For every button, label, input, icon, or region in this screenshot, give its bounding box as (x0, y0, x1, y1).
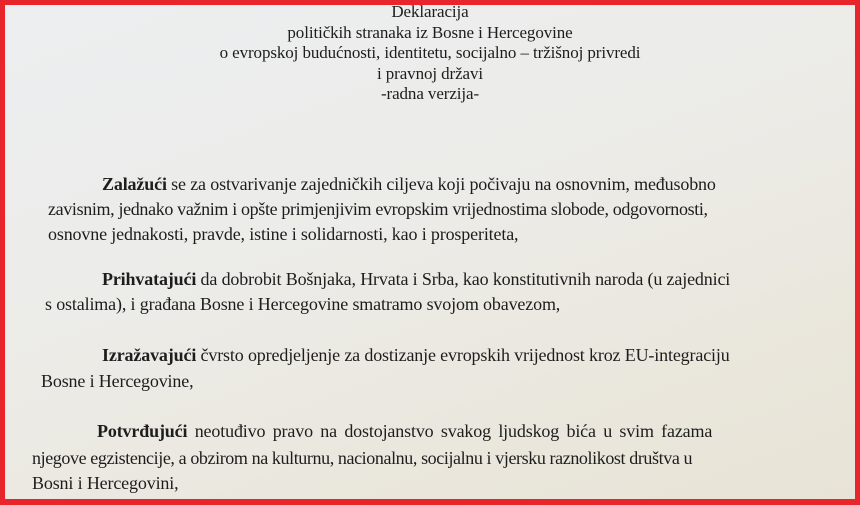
title-line: -radna verzija- (380, 84, 480, 103)
paragraph-2-line-2: s ostalima), i građana Bosne i Hercegovine smatramo svojom obavezom, (45, 294, 561, 314)
paragraph-text: da dobrobit Bošnjaka, Hrvata i Srba, kao konstitutivnih naroda (u zajednici (196, 269, 731, 289)
paragraph-lead: Prihvatajući (102, 269, 197, 289)
paragraph-3-line-1 (102, 345, 730, 366)
paragraph-3-line-2: Bosne i Hercegovine, (41, 371, 194, 391)
paragraph-1-line-2: zavisnim, jednako važnim i opšte primjenjivim evropskim vrijednostima slobode, odgovornosti, (48, 199, 708, 219)
title-line: i pravnoj državi (376, 63, 484, 83)
document-title (5, 5, 855, 105)
document-photo (5, 5, 855, 499)
paragraph-4-line-3: Bosni i Hercegovini, (32, 473, 179, 493)
paragraph-text: se za ostvarivanje zajedničkih ciljeva koji počivaju na osnovnim, međusobno (166, 174, 716, 194)
paragraph-text: čvrsto opredjeljenje za dostizanje evropskih vrijednost kroz EU-integraciju (196, 345, 730, 365)
paragraph-text: neotuđivo pravo na dostojanstvo svakog ljudskog bića u svim fazama (187, 421, 713, 441)
paragraph-1-line-3: osnovne jednakosti, pravde, istine i solidarnosti, kao i prosperiteta, (48, 224, 519, 244)
paragraph-lead: Zalažući (102, 174, 167, 194)
paragraph-lead: Potvrđujući (97, 421, 188, 441)
paragraph-2-line-1 (102, 269, 730, 290)
paragraph-4-line-2: njegove egzistencije, a obzirom na kulturnu, nacionalnu, socijalnu i vjersku raznolikost društva u (32, 448, 693, 468)
paragraph-lead: Izražavajući (102, 345, 197, 365)
paragraph-4-line-1 (97, 421, 712, 442)
title-line: Deklaracija (391, 5, 469, 21)
title-line: političkih stranaka iz Bosne i Hercegovine (287, 22, 573, 42)
paragraph-1-line-1 (102, 174, 716, 195)
title-line: o evropskoj budućnosti, identitetu, socijalno – tržišnoj privredi (219, 43, 641, 62)
